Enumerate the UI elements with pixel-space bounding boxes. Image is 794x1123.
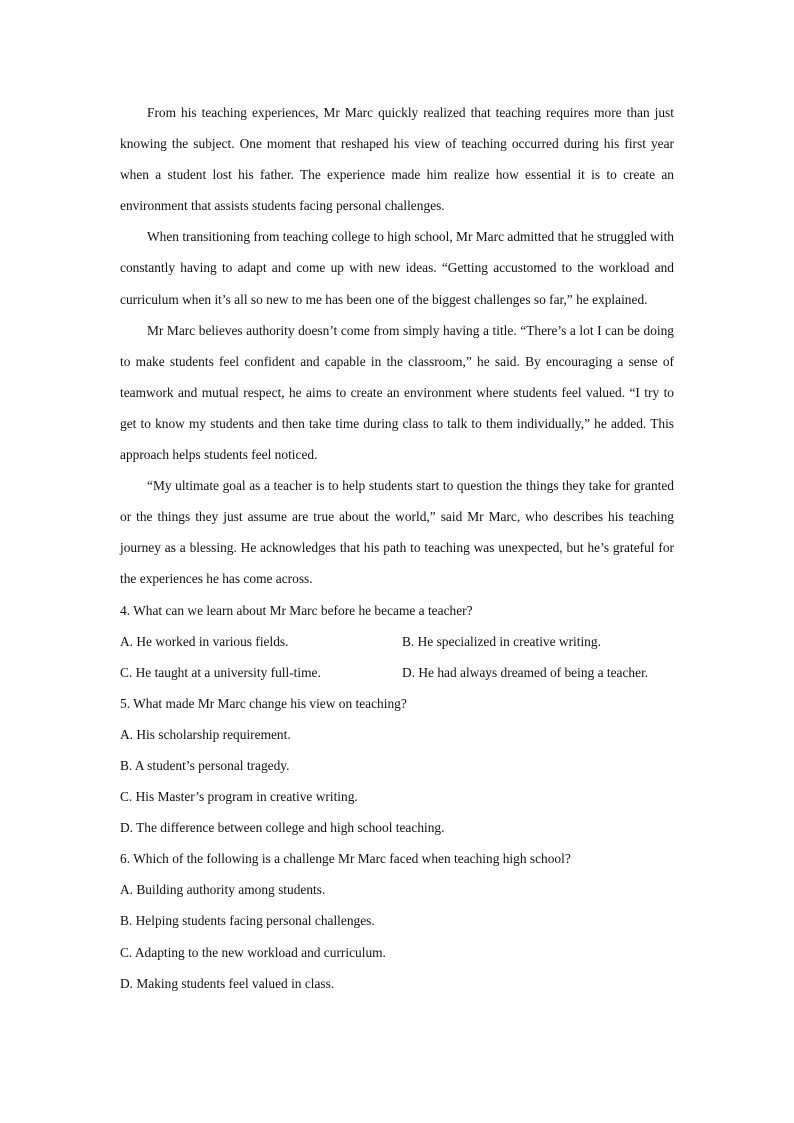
option-c: C. Adapting to the new workload and curriculum.	[120, 944, 386, 960]
option-b: B. Helping students facing personal challenges.	[120, 913, 375, 929]
option-b: B. A student’s personal tragedy.	[120, 757, 290, 773]
question-stem: 6. Which of the following is a challenge Mr Marc faced when teaching high school?	[120, 851, 571, 867]
question-6	[120, 843, 674, 998]
question-stem: 5. What made Mr Marc change his view on teaching?	[120, 695, 407, 711]
question-5	[120, 688, 674, 843]
option-c: C. His Master’s program in creative writing.	[120, 789, 358, 805]
option-b: B. He specialized in creative writing.	[402, 633, 601, 649]
option-a: A. Building authority among students.	[120, 882, 326, 898]
option-a: A. His scholarship requirement.	[120, 726, 291, 742]
option-d: D. Making students feel valued in class.	[120, 975, 335, 991]
passage-paragraph-4: “My ultimate goal as a teacher is to help students start to question the things they take for granted or the things they just assume are true about the world,” said Mr Marc, who describes his teaching journey as a blessing. He acknowledges that his path to teaching was unexpected, but he’s grateful for the experiences he has come across.	[120, 478, 674, 587]
option-d: D. He had always dreamed of being a teacher.	[402, 664, 649, 680]
option-a: A. He worked in various fields.	[120, 633, 289, 649]
passage-paragraph-1: From his teaching experiences, Mr Marc quickly realized that teaching requires more than just knowing the subject. One moment that reshaped his view of teaching occurred during his first year when a student lost his father. The experience made him realize how essential it is to create an environment that assists students facing personal challenges.	[120, 105, 674, 214]
question-stem: 4. What can we learn about Mr Marc before he became a teacher?	[120, 602, 473, 618]
reading-passage	[120, 97, 674, 595]
option-row	[120, 657, 674, 688]
option-c: C. He taught at a university full-time.	[120, 664, 321, 680]
passage-paragraph-3: Mr Marc believes authority doesn’t come from simply having a title. “There’s a lot I can be doing to make students feel confident and capable in the classroom,” he said. By encouraging a sense of teamwork and mutual respect, he aims to create an environment where students feel valued. “I try to get to know my students and then take time during class to talk to them individually,” he added. This approach helps students feel noticed.	[120, 322, 674, 463]
question-4	[120, 595, 674, 688]
document-page	[120, 97, 674, 999]
option-row	[120, 626, 674, 657]
option-d: D. The difference between college and high school teaching.	[120, 820, 445, 836]
passage-paragraph-2: When transitioning from teaching college to high school, Mr Marc admitted that he struggled with constantly having to adapt and come up with new ideas. “Getting accustomed to the workload and curriculum when it’s all so new to me has been one of the biggest challenges so far,” he explained.	[120, 229, 674, 307]
